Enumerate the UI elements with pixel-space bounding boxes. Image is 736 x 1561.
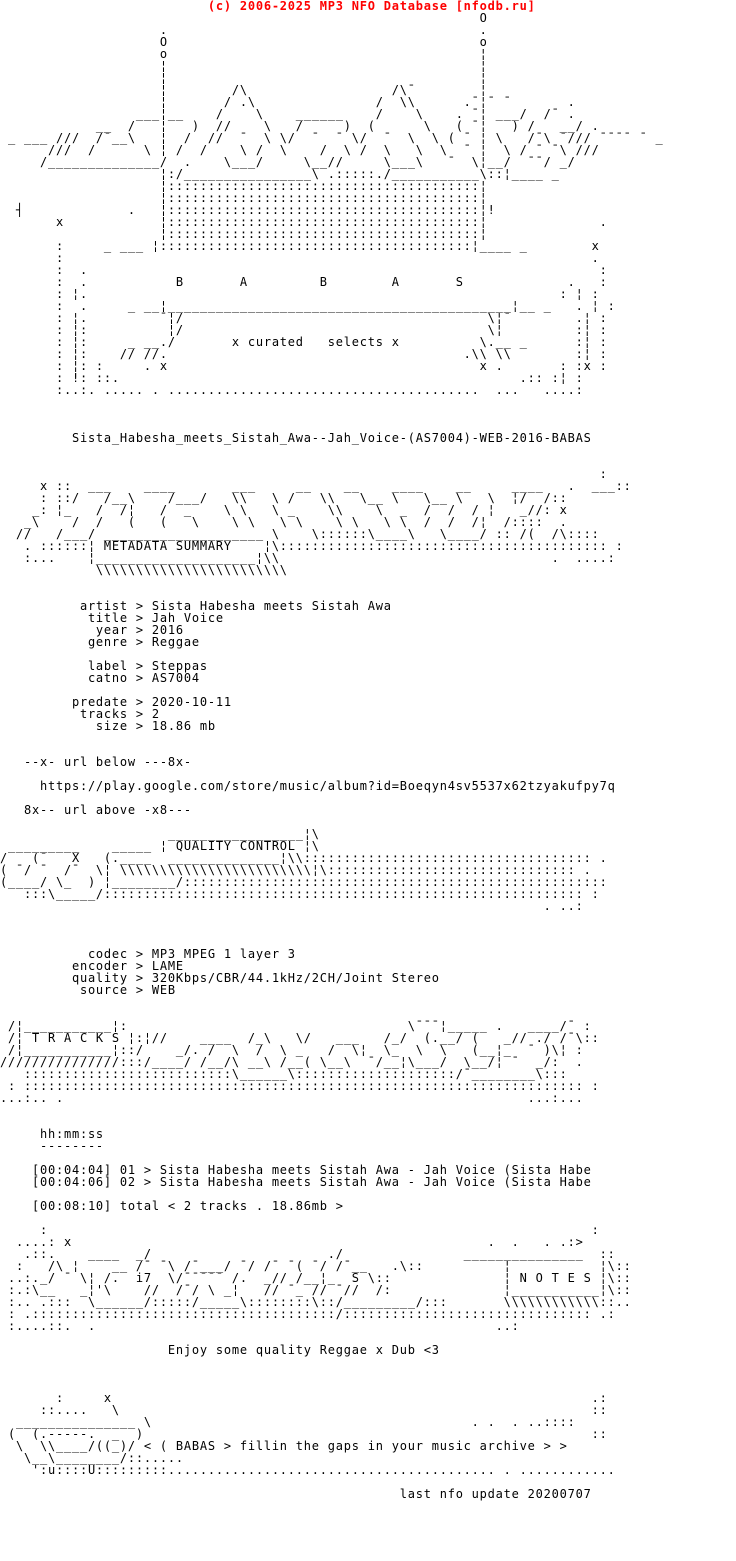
- nfo-line: ___¦__ / \ ______ / \ . ¯¦ ___/ /¯ .: [0, 107, 576, 121]
- nfo-line: --------: [0, 1139, 104, 1153]
- nfo-line: [0, 1524, 736, 1536]
- nfo-line: :: [0, 467, 608, 481]
- nfo-line: _________ _____ ¦ QUALITY CONTROL ¦\: [0, 839, 320, 853]
- nfo-line: year > 2016: [0, 623, 184, 637]
- nfo-line: ( ¯/ ¯ /¯ \¦ \\\\\\\\\\\\\\\\\\\\\\\\¦\::::::::::::::::::::::::::::::: .: [0, 863, 592, 877]
- nfo-line: :... ¦____________________¦\\ . ....:: [0, 551, 616, 565]
- nfo-line: /¦ T R A C K S ¦:¦// ____ /_\ \/ ___ /_/ (.__/ ( _// ./ /¯\::: [0, 1031, 600, 1045]
- nfo-line: [0, 1104, 736, 1116]
- nfo-line: ¦:::::::::::::::::::::::::::::::::::::::¦: [0, 179, 488, 193]
- nfo-line: : . _ __¦___________________________________________¦__ _ . ¦ :: [0, 299, 616, 313]
- nfo-line: : _ ___ ¦:::::::::::::::::::::::::::::::::::::::¦____ _ x: [0, 239, 600, 253]
- nfo-line: : .::::::::::::::::::::::::::::::::::::::/::::::::::::::::::::::::::::::: .:: [0, 1307, 616, 1321]
- nfo-line: source > WEB: [0, 983, 176, 997]
- nfo-line: artist > Sista Habesha meets Sistah Awa: [0, 599, 392, 613]
- nfo-line: :..:. ..... . ....................................... ... ....:: [0, 383, 584, 397]
- nfo-line: hh:mm:ss: [0, 1127, 104, 1141]
- nfo-line: (____/ \_ ) ¦________/:::::::::::::::::::::::::::::::::::::::::::::::::::::: [0, 875, 608, 889]
- nfo-line: catno > AS7004: [0, 671, 200, 685]
- nfo-line: genre > Reggae: [0, 635, 200, 649]
- nfo-line: [0, 1548, 736, 1560]
- nfo-line: _______________ \ . . . ..::::: [0, 1415, 576, 1429]
- nfo-line: [0, 444, 736, 456]
- nfo-line: [0, 396, 736, 408]
- nfo-line: _ ___ /// /¯__\ ¦ / // ¯ \ \/ ¯ ¯ \/ ¯ \ \ ( ¯ ¦ \ /¯\ ¯/// ¯¯¯¯ ¯ _: [0, 131, 664, 145]
- nfo-line: __ / ¦ ) // \ / ) ( \ ( ¯¦ ) / __/ .: [0, 119, 600, 133]
- nfo-line: .::. ____ _/ ./ _______________ ::: [0, 1247, 616, 1261]
- nfo-line: : ::/ /__\ /___/ \\ \ / \\ \__ \ \__ \ \ ¦/ /::: [0, 491, 568, 505]
- nfo-line: [00:08:10] total < 2 tracks . 18.86mb >: [0, 1199, 344, 1213]
- nfo-line: : /\ ¦ __ /¯ ¯\ /¯___/ ¯/ /¯ ¯( ¯/ /¯__ .\:: ¦ ¦\::: [0, 1259, 632, 1273]
- nfo-line: O: [0, 11, 488, 25]
- nfo-line: https://play.google.com/store/music/album?id=Boeqyn4sv5537x62tzyakufpy7q: [0, 779, 616, 793]
- nfo-line: [0, 1536, 736, 1548]
- nfo-line: predate > 2020-10-11: [0, 695, 232, 709]
- nfo-line: :....::. . ..:: [0, 1319, 520, 1333]
- nfo-line: : ¦: // //. .\\ \\ :¦ :: [0, 347, 608, 361]
- nfo-line: :::\_____/:::::::::::::::::::::::::::::::::::::::::::::::::::::::::::: :: [0, 887, 600, 901]
- nfo-line: :.. .::: \______/:::::/_____\::::::::\::/_________/::: \\\\\\\\\\\\::..: [0, 1295, 632, 1309]
- nfo-line: : ¦: ¦/ \¦ :¦ :: [0, 323, 608, 337]
- nfo-line: [0, 1512, 736, 1524]
- nfo-line: codec > MP3 MPEG 1 layer 3: [0, 947, 296, 961]
- nfo-line: ┤ . ¦:::::::::::::::::::::::::::::::::::::::¦!: [0, 203, 496, 217]
- nfo-line: --x- url below ---8x-: [0, 755, 192, 769]
- nfo-line: : ¦. : ¦ :: [0, 287, 600, 301]
- nfo-line: [0, 912, 736, 924]
- nfo-line: ¦ / .\ / \\ .¯¦¯ ¯ .: [0, 95, 576, 109]
- nfo-line: ///////////////:::/____/ /__/\ __\ /__( \__\ ¯/__¦\___/ \__/¦ ¯ _/: .: [0, 1055, 584, 1069]
- nfo-line: . .: [0, 23, 488, 37]
- nfo-line: [0, 1116, 736, 1128]
- nfo-line: ...:.. . ...:...: [0, 1091, 584, 1105]
- nfo-line: size > 18.86 mb: [0, 719, 216, 733]
- nfo-line: _________________¦\: [0, 827, 320, 841]
- nfo-line: \\\\\\\\\\\\\\\\\\\\\\\\: [0, 563, 288, 577]
- nfo-line: ..:._/ ¯ \¦ /. i7 \/¯¯¯¯¯ /. _// /__¦_ S \:: ¦ N O T E S ¦\::: [0, 1271, 632, 1285]
- nfo-line: \__\________/::.....: [0, 1451, 184, 1465]
- nfo-line: ( (.-----. _ ) ::: [0, 1427, 608, 1441]
- nfo-line: label > Steppas: [0, 659, 208, 673]
- nfo-line: [0, 924, 736, 936]
- nfo-line: x :: ___ ____ ___ __ __ ____ __ ____ . ___::: [0, 479, 632, 493]
- nfo-line: [0, 1368, 736, 1380]
- nfo-line: : :::::::::::::::::::::::::::::::::::::::::::::::::::::::::::::::::::::: :: [0, 1079, 600, 1093]
- nfo-line: : . :: [0, 263, 608, 277]
- nfo-line: ¦:/________________\ .:::::./___________\::¦____ _: [0, 167, 560, 181]
- nfo-line: ':u::::U:::::::::......................................... . ............: [0, 1463, 616, 1477]
- copyright-header-link[interactable]: (c) 2006-2025 MP3 NFO Database [nfodb.ru]: [0, 0, 536, 13]
- nfo-line: 8x-- url above -x8---: [0, 803, 192, 817]
- nfo-line: : x .:: [0, 1391, 608, 1405]
- nfo-line: . ::::::¦ METADATA SUMMARY ¦\::::::::::::::::::::::::::::::::::::::::: :: [0, 539, 624, 553]
- nfo-line: quality > 320Kbps/CBR/44.1kHz/2CH/Joint Stereo: [0, 971, 440, 985]
- nfo-line: [0, 576, 736, 588]
- nfo-line: [00:04:06] 02 > Sista Habesha meets Sistah Awa - Jah Voice (Sista Habe: [0, 1175, 592, 1189]
- nfo-line: /¦___________¦: \¯¯¯¦_____ . ____/¯ :: [0, 1019, 592, 1033]
- nfo-line: : !: ::. .:: :¦ :: [0, 371, 584, 385]
- nfo-line: [0, 408, 736, 420]
- nfo-line: x ¦:::::::::::::::::::::::::::::::::::::::¦ .: [0, 215, 608, 229]
- nfo-line: : ¦: _ __./ x curated selects x \.__ _ :¦ :: [0, 335, 608, 349]
- nfo-line: [0, 732, 736, 744]
- nfo-line: Sista_Habesha_meets_Sistah_Awa--Jah_Voice-(AS7004)-WEB-2016-BABAS: [0, 431, 592, 445]
- nfo-line: : . B A B A S . :: [0, 275, 608, 289]
- nfo-line: ::.... \ ::: [0, 1403, 608, 1417]
- nfo-line: [0, 1356, 736, 1368]
- nfo-line: : ¦: : . x x . : :x :: [0, 359, 608, 373]
- nfo-line: ¦ ¦: [0, 59, 488, 73]
- nfo-line: ¦ ¦: [0, 71, 488, 85]
- nfo-line: [0, 1500, 736, 1512]
- nfo-line: : ¦. ¯¦/ \¦¯ .¦ :: [0, 311, 608, 325]
- nfo-line: ¦:::::::::::::::::::::::::::::::::::::::¦: [0, 191, 488, 205]
- nfo-line: /¦___________¦::/ _/. / \ / \ _ / \¦ \_ \ \ (__¦_ ¯ )\¦ :: [0, 1043, 584, 1057]
- nfo-line: o ¦: [0, 47, 488, 61]
- nfo-line: /// / \ ¦ / / \ / \ / \ / \ \ \ ¯ ¦ \ / ¯ ¯\ ///: [0, 143, 600, 157]
- nfo-line: / (¯ X (.____ ______________¦\\:::::::::::::::::::::::::::::::::::: .: [0, 851, 608, 865]
- nfo-line: ¦ /\ /\¯ ¦: [0, 83, 488, 97]
- nfo-line: _: ¦_ / /¦ / _ \ \ \ _ \\ \ _ / / / ¦ _//: x: [0, 503, 568, 517]
- nfo-line: ¦:::::::::::::::::::::::::::::::::::::::¦: [0, 227, 488, 241]
- nfo-line: :.:\__ _¦'\ // /¯/ \ _¦ // ¯_ // ¯// /: ¦___________¦\::: [0, 1283, 632, 1297]
- nfo-line: ....: x . . . .:>: [0, 1235, 584, 1249]
- nfo-line: last nfo update 20200707: [0, 1487, 592, 1501]
- nfo-line: : .: [0, 251, 600, 265]
- nfo-line: // /___/ ____________________ \ \::::::\____\ \____/ :: /( /\::::: [0, 527, 600, 541]
- nfo-line: [0, 996, 736, 1008]
- nfo-line: ::::::::::::::::::::::::::\______\::::::::::::::::::::/¯________\:::: [0, 1067, 568, 1081]
- nfo-line: : :: [0, 1223, 600, 1237]
- nfo-line: Enjoy some quality Reggae x Dub <3: [0, 1343, 440, 1357]
- nfo-line: \ \\____/((_)/ < ( BABAS > fillin the gaps in your music archive > >: [0, 1439, 568, 1453]
- nfo-line: . ..:: [0, 899, 584, 913]
- nfo-line: encoder > LAME: [0, 959, 184, 973]
- nfo-line: /______________/ . \___/ \__// \___\ ¯ \¦__/ ¯¯/ _/: [0, 155, 576, 169]
- nfo-line: O o: [0, 35, 488, 49]
- nfo-line: tracks > 2: [0, 707, 160, 721]
- nfo-line: title > Jah Voice: [0, 611, 224, 625]
- nfo-line: [00:04:04] 01 > Sista Habesha meets Sistah Awa - Jah Voice (Sista Habe: [0, 1163, 592, 1177]
- nfo-line: _\ / / ( ( \ \ \ \ \ \ \ \ \ / / /¦ /:::: .: [0, 515, 568, 529]
